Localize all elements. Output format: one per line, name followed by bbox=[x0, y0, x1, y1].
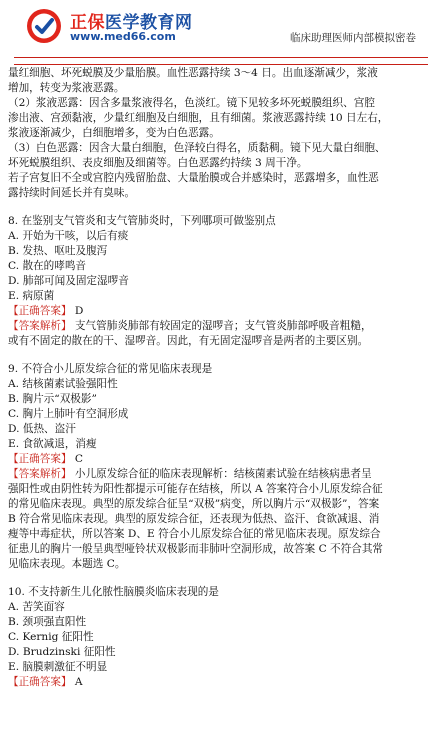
option-b: B. 发热、呕吐及腹泻 bbox=[8, 245, 108, 257]
correct-answer bbox=[8, 452, 436, 467]
text-line: （2）浆液恶露：因含多量浆液得名，色淡红。镜下见较多坏死蜕膜组织、宫腔 bbox=[8, 97, 375, 109]
question-9 bbox=[8, 362, 436, 572]
option-d: D. Brudzinski 征阳性 bbox=[8, 646, 116, 658]
logo-url: www.med66.com bbox=[70, 30, 176, 43]
analysis-tag: 【答案解析】 bbox=[8, 320, 72, 332]
correct-answer bbox=[8, 304, 436, 319]
option-a: A. 苦笑面容 bbox=[8, 601, 65, 613]
intro-section bbox=[8, 66, 436, 201]
text-line: 浆液逐渐减少，白细胞增多，变为白色恶露。 bbox=[8, 127, 220, 139]
analysis-line: 或有不固定的散在的干、湿啰音。因此，有无固定湿啰音是两者的主要区别。 bbox=[8, 335, 369, 347]
text-line: 露持续时间延长并有臭味。 bbox=[8, 187, 136, 199]
option-d: D. 低热、盗汗 bbox=[8, 423, 76, 435]
page-header bbox=[0, 0, 442, 60]
logo-emblem-icon bbox=[26, 8, 62, 44]
doc-label: 临床助理医师内部模拟密卷 bbox=[290, 32, 416, 44]
analysis-line: 小儿原发综合征的临床表现解析：结核菌素试验在结核病患者呈 bbox=[71, 468, 372, 480]
analysis-line: 强阳性或由阴性转为阳性都提示可能存在结核，所以 A 答案符合小儿原发综合征 bbox=[8, 483, 383, 495]
option-c: C. Kernig 征阳性 bbox=[8, 631, 94, 643]
option-c: C. 胸片上肺叶有空洞形成 bbox=[8, 408, 129, 420]
answer-analysis bbox=[8, 467, 436, 482]
analysis-line: 支气管肺炎肺部有较固定的湿啰音；支气管炎肺部呼吸音粗糙， bbox=[71, 320, 372, 332]
option-c: C. 散在的哮鸣音 bbox=[8, 260, 87, 272]
option-a: A. 开始为干咳，以后有痰 bbox=[8, 230, 129, 242]
analysis-tag: 【答案解析】 bbox=[8, 468, 72, 480]
analysis-line: 瘦等中毒症状，所以答案 D、E 符合小儿原发综合征的常见临床表现。原发综合 bbox=[8, 528, 381, 540]
analysis-line: 见临床表现。本题选 C。 bbox=[8, 558, 126, 570]
option-e: E. 脑膜刺激征不明显 bbox=[8, 661, 108, 673]
question-8 bbox=[8, 214, 436, 349]
document-body bbox=[8, 66, 436, 690]
logo-brand-red: 正保 bbox=[70, 13, 105, 33]
text-line: （3）白色恶露：因含大量白细胞，色泽较白得名，质黏稠。镜下见大量白细胞、 bbox=[8, 142, 386, 154]
logo-brand-blue: 医学教育网 bbox=[105, 13, 193, 33]
answer-value: D bbox=[71, 305, 84, 317]
answer-tag: 【正确答案】 bbox=[8, 676, 72, 688]
correct-answer bbox=[8, 675, 436, 690]
logo bbox=[24, 6, 214, 54]
text-line: 量红细胞、坏死蜕膜及少量胎膜。血性恶露持续 3～4 日。出血逐渐减少，浆液 bbox=[8, 67, 378, 79]
option-b: B. 胸片示“双极影” bbox=[8, 393, 97, 405]
analysis-line: B 符合常见临床表现。典型的原发综合征，还表现为低热、盗汗、食欲减退、消 bbox=[8, 513, 380, 525]
answer-analysis bbox=[8, 319, 436, 334]
answer-value: A bbox=[71, 676, 83, 688]
option-a: A. 结核菌素试验强阳性 bbox=[8, 378, 118, 390]
analysis-line: 的常见临床表现。典型的原发综合征呈“双极”病变，所以胸片示“双极影”，答案 bbox=[8, 498, 380, 510]
answer-tag: 【正确答案】 bbox=[8, 305, 72, 317]
option-e: E. 病原菌 bbox=[8, 290, 55, 302]
text-line: 坏死蜕膜组织、表皮细胞及细菌等。白色恶露约持续 3 周干净。 bbox=[8, 157, 308, 169]
question-stem: 8. 在鉴别支气管炎和支气管肺炎时，下列哪项可做鉴别点 bbox=[8, 215, 276, 227]
question-10 bbox=[8, 585, 436, 690]
question-stem: 9. 不符合小儿原发综合征的常见临床表现是 bbox=[8, 363, 213, 375]
text-line: 渗出液、宫颈黏液，少量红细胞及白细胞，且有细菌。浆液恶露持续 10 日左右， bbox=[8, 112, 389, 124]
option-d: D. 肺部可闻及固定湿啰音 bbox=[8, 275, 129, 287]
text-line: 增加，转变为浆液恶露。 bbox=[8, 82, 125, 94]
text-line: 若子宫复旧不全或宫腔内残留胎盘、大量胎膜或合并感染时，恶露增多，血性恶 bbox=[8, 172, 379, 184]
header-divider-secondary bbox=[14, 64, 428, 65]
option-b: B. 颈项强直阳性 bbox=[8, 616, 87, 628]
analysis-line: 征患儿的胸片一般呈典型哑铃状双极影而非肺叶空洞形成，故答案 C 不符合其常 bbox=[8, 543, 384, 555]
header-divider bbox=[14, 57, 428, 58]
answer-value: C bbox=[71, 453, 84, 465]
option-e: E. 食欲减退，消瘦 bbox=[8, 438, 97, 450]
answer-tag: 【正确答案】 bbox=[8, 453, 72, 465]
question-stem: 10. 不支持新生儿化脓性脑膜炎临床表现的是 bbox=[8, 586, 219, 598]
